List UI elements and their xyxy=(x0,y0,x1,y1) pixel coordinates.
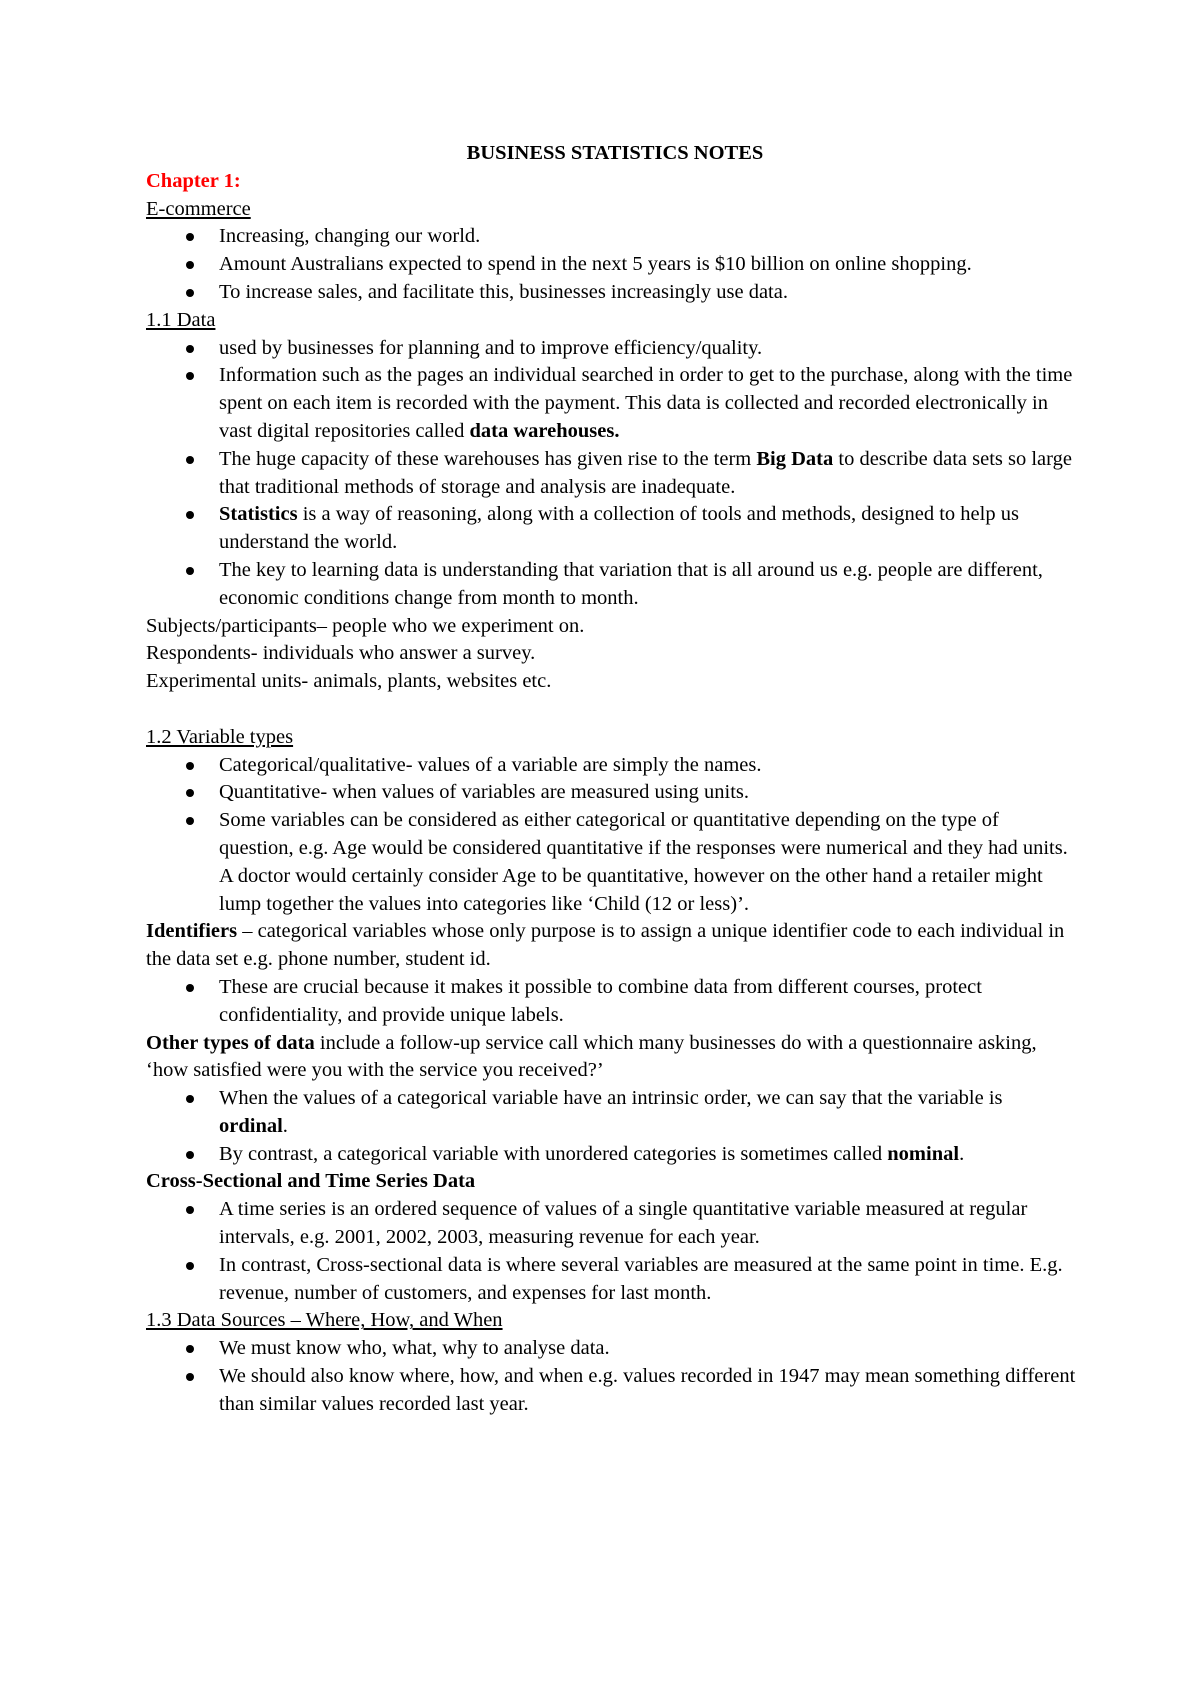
list-item: A time series is an ordered sequence of values of a single quantitative variable measured at regular intervals, e.g. 2001, 2002, 2003, measuring revenue for each year. xyxy=(146,1196,1076,1252)
list-item: These are crucial because it makes it possible to combine data from different courses, protect confidentiality, and provide unique labels. xyxy=(146,974,1076,1030)
list-item: We must know who, what, why to analyse data. xyxy=(146,1335,1076,1363)
section-heading-data: 1.1 Data xyxy=(146,308,216,331)
bullet-icon xyxy=(186,817,194,825)
list-item: Some variables can be considered as either categorical or quantitative depending on the type of question, e.g. Age would be considered quantitative if the responses were numerical and they had units. A doctor would certainly consider Age to be quantitative, however on the other hand a retailer might lump together the values into categories like ‘Child (12 or less)’. xyxy=(146,807,1076,918)
bullet-icon xyxy=(186,984,194,992)
bullet-icon xyxy=(186,1262,194,1270)
chapter-heading: Chapter 1: xyxy=(146,169,241,192)
document-title: BUSINESS STATISTICS NOTES xyxy=(466,142,764,164)
list-item: When the values of a categorical variable have an intrinsic order, we can say that the variable is ordinal. xyxy=(146,1085,1076,1141)
bullet-icon xyxy=(186,289,194,297)
bullet-icon xyxy=(186,567,194,575)
variable-types-list xyxy=(146,752,1076,919)
bullet-icon xyxy=(186,1151,194,1159)
list-item: used by businesses for planning and to improve efficiency/quality. xyxy=(146,335,1076,363)
list-item: Amount Australians expected to spend in the next 5 years is $10 billion on online shopping. xyxy=(146,251,1076,279)
list-item: By contrast, a categorical variable with unordered categories is sometimes called nominal. xyxy=(146,1141,1076,1169)
data-sources-list xyxy=(146,1335,1076,1418)
bullet-icon xyxy=(186,762,194,770)
identifiers-list xyxy=(146,974,1076,1030)
list-item: Increasing, changing our world. xyxy=(146,223,1076,251)
time-series-list xyxy=(146,1196,1076,1307)
data-list xyxy=(146,335,1076,613)
bullet-icon xyxy=(186,261,194,269)
bullet-icon xyxy=(186,789,194,797)
ecommerce-list xyxy=(146,223,1076,306)
blank-line xyxy=(146,696,1076,724)
list-item: In contrast, Cross-sectional data is where several variables are measured at the same point in time. E.g. revenue, number of customers, and expenses for last month. xyxy=(146,1252,1076,1308)
definition-subjects: Subjects/participants– people who we experiment on. xyxy=(146,614,585,637)
list-item: To increase sales, and facilitate this, businesses increasingly use data. xyxy=(146,279,1076,307)
bullet-icon xyxy=(186,456,194,464)
document-page xyxy=(146,140,1076,1419)
section-heading-ecommerce: E-commerce xyxy=(146,197,251,220)
list-item: The key to learning data is understanding that variation that is all around us e.g. people are different, economic conditions change from month to month. xyxy=(146,557,1076,613)
bullet-icon xyxy=(186,345,194,353)
list-item: We should also know where, how, and when e.g. values recorded in 1947 may mean something different than similar values recorded last year. xyxy=(146,1363,1076,1419)
bullet-icon xyxy=(186,372,194,380)
other-types-paragraph: Other types of data include a follow-up service call which many businesses do with a questionnaire asking, ‘how satisfied were you with the service you received?’ xyxy=(146,1031,1037,1082)
list-item: Statistics is a way of reasoning, along with a collection of tools and methods, designed to help us understand the world. xyxy=(146,501,1076,557)
list-item: Quantitative- when values of variables are measured using units. xyxy=(146,779,1076,807)
list-item: Categorical/qualitative- values of a variable are simply the names. xyxy=(146,752,1076,780)
bullet-icon xyxy=(186,1206,194,1214)
identifiers-paragraph: Identifiers – categorical variables whose only purpose is to assign a unique identifier code to each individual in the data set e.g. phone number, student id. xyxy=(146,920,1065,971)
bullet-icon xyxy=(186,1373,194,1381)
section-heading-variable-types: 1.2 Variable types xyxy=(146,725,294,748)
bullet-icon xyxy=(186,1345,194,1353)
list-item: Information such as the pages an individual searched in order to get to the purchase, along with the time spent on each item is recorded with the payment. This data is collected and recorded electronically in vast digital repositories called data warehouses. xyxy=(146,362,1076,445)
ordinal-nominal-list xyxy=(146,1085,1076,1168)
bullet-icon xyxy=(186,1095,194,1103)
cross-sectional-heading: Cross-Sectional and Time Series Data xyxy=(146,1170,476,1193)
list-item: The huge capacity of these warehouses has given rise to the term Big Data to describe data sets so large that traditional methods of storage and analysis are inadequate. xyxy=(146,446,1076,502)
bullet-icon xyxy=(186,233,194,241)
bullet-icon xyxy=(186,511,194,519)
definition-experimental-units: Experimental units- animals, plants, websites etc. xyxy=(146,670,552,693)
definition-respondents: Respondents- individuals who answer a survey. xyxy=(146,642,536,665)
section-heading-data-sources: 1.3 Data Sources – Where, How, and When xyxy=(146,1309,503,1332)
